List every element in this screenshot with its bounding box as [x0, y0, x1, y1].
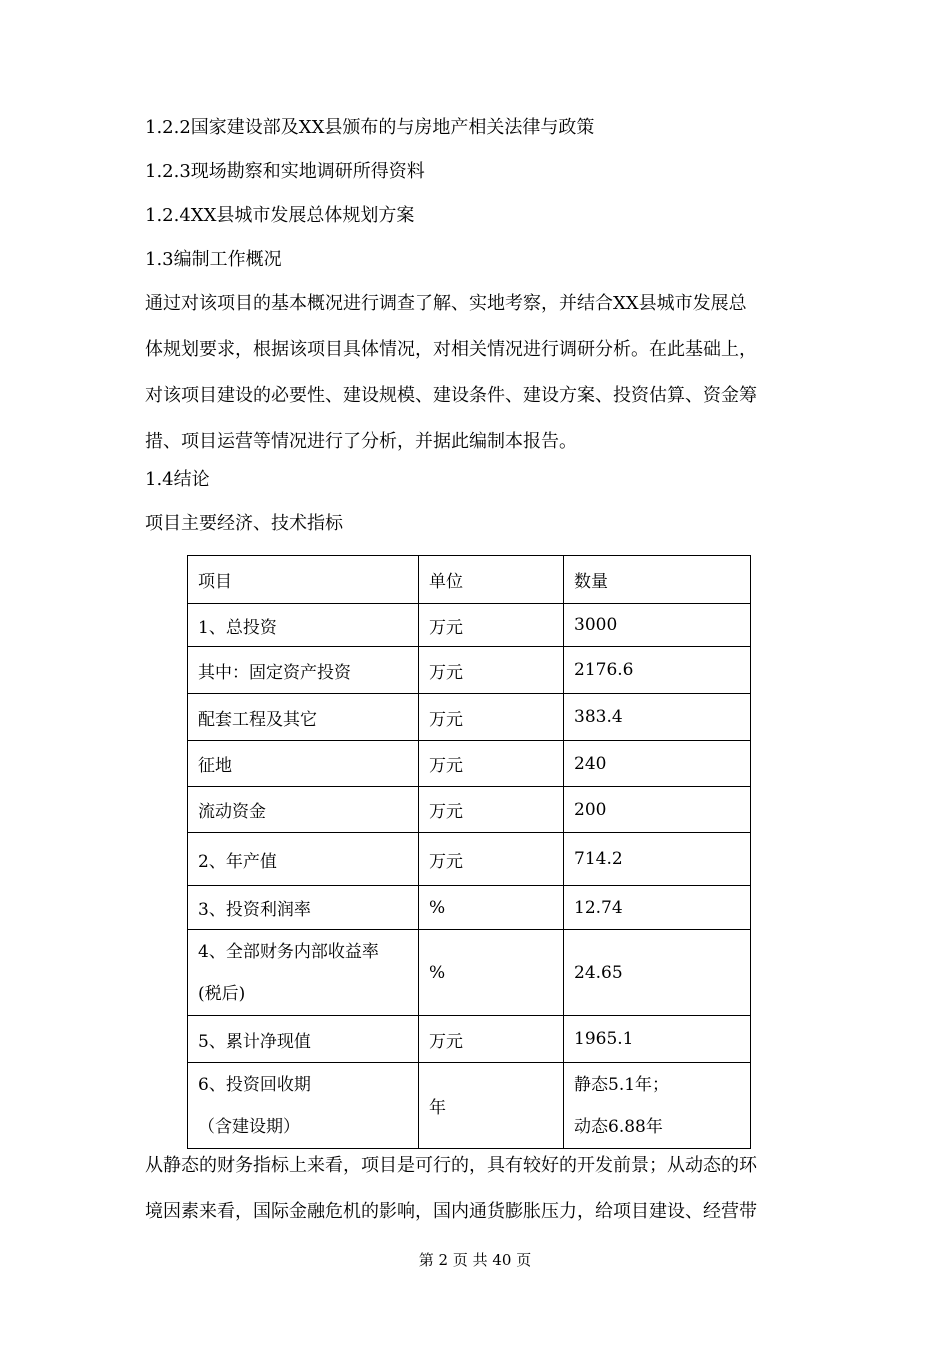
table-row [188, 787, 751, 833]
table-row [188, 694, 751, 741]
cell-value: 12.74 [564, 886, 751, 930]
table-row [188, 930, 751, 1016]
cell-unit: 万元 [419, 833, 564, 886]
cell-value [564, 1063, 751, 1149]
cell-unit: % [419, 886, 564, 930]
cell-value: 1965.1 [564, 1016, 751, 1063]
cell-item-line1: 4、全部财务内部收益率 [198, 941, 379, 962]
cell-value-line1: 静态5.1年； [574, 1074, 670, 1095]
heading-1-3: 1.3编制工作概况 [145, 249, 282, 270]
page-footer: 第 2 页 共 40 页 [418, 1251, 532, 1269]
table-caption: 项目主要经济、技术指标 [145, 513, 343, 534]
table-row [188, 604, 751, 647]
cell-item: 配套工程及其它 [188, 694, 419, 741]
heading-1-4: 1.4结论 [145, 469, 210, 490]
cell-item [188, 1063, 419, 1149]
paragraph-work-overview [145, 293, 810, 477]
header-unit: 单位 [419, 556, 564, 604]
cell-value: 3000 [564, 604, 751, 647]
cell-unit: 万元 [419, 787, 564, 833]
cell-item-line2: (税后) [198, 983, 246, 1004]
cell-unit: 万元 [419, 694, 564, 741]
cell-unit: 万元 [419, 741, 564, 787]
paragraph-line: 从静态的财务指标上来看，项目是可行的，具有较好的开发前景；从动态的环 [145, 1155, 757, 1176]
heading-1-2-3: 1.2.3现场勘察和实地调研所得资料 [145, 161, 425, 182]
cell-item-line2: （含建设期） [198, 1116, 300, 1137]
cell-value: 714.2 [564, 833, 751, 886]
cell-item-line1: 6、投资回收期 [198, 1074, 311, 1095]
cell-unit: 万元 [419, 1016, 564, 1063]
paragraph-line: 境因素来看，国际金融危机的影响，国内通货膨胀压力，给项目建设、经营带 [145, 1201, 757, 1222]
header-value: 数量 [564, 556, 751, 604]
table-row [188, 886, 751, 930]
cell-unit: % [419, 930, 564, 1016]
cell-item: 流动资金 [188, 787, 419, 833]
heading-1-2-2: 1.2.2国家建设部及XX县颁布的与房地产相关法律与政策 [145, 117, 595, 138]
cell-item: 5、累计净现值 [188, 1016, 419, 1063]
table-header-row [188, 556, 751, 604]
cell-item: 3、投资利润率 [188, 886, 419, 930]
cell-unit: 万元 [419, 647, 564, 694]
cell-value: 2176.6 [564, 647, 751, 694]
cell-item: 征地 [188, 741, 419, 787]
cell-value: 24.65 [564, 930, 751, 1016]
table-row [188, 741, 751, 787]
cell-value: 200 [564, 787, 751, 833]
cell-item: 其中：固定资产投资 [188, 647, 419, 694]
table-row [188, 833, 751, 886]
cell-value: 383.4 [564, 694, 751, 741]
paragraph-line: 对该项目建设的必要性、建设规模、建设条件、建设方案、投资估算、资金筹 [145, 385, 757, 406]
paragraph-line: 措、项目运营等情况进行了分析，并据此编制本报告。 [145, 431, 577, 452]
cell-unit: 年 [419, 1063, 564, 1149]
heading-1-2-4: 1.2.4XX县城市发展总体规划方案 [145, 205, 415, 226]
paragraph-line: 通过对该项目的基本概况进行调查了解、实地考察，并结合XX县城市发展总 [145, 293, 747, 314]
paragraph-conclusion [145, 1155, 810, 1247]
header-item: 项目 [188, 556, 419, 604]
cell-value-line2: 动态6.88年 [574, 1116, 663, 1137]
cell-item: 2、年产值 [188, 833, 419, 886]
cell-value: 240 [564, 741, 751, 787]
cell-item [188, 930, 419, 1016]
cell-unit: 万元 [419, 604, 564, 647]
table-row [188, 1016, 751, 1063]
paragraph-line: 体规划要求，根据该项目具体情况，对相关情况进行调研分析。在此基础上， [145, 339, 757, 360]
table-row [188, 647, 751, 694]
table-row [188, 1063, 751, 1149]
metrics-table [187, 555, 751, 1149]
cell-item: 1、总投资 [188, 604, 419, 647]
